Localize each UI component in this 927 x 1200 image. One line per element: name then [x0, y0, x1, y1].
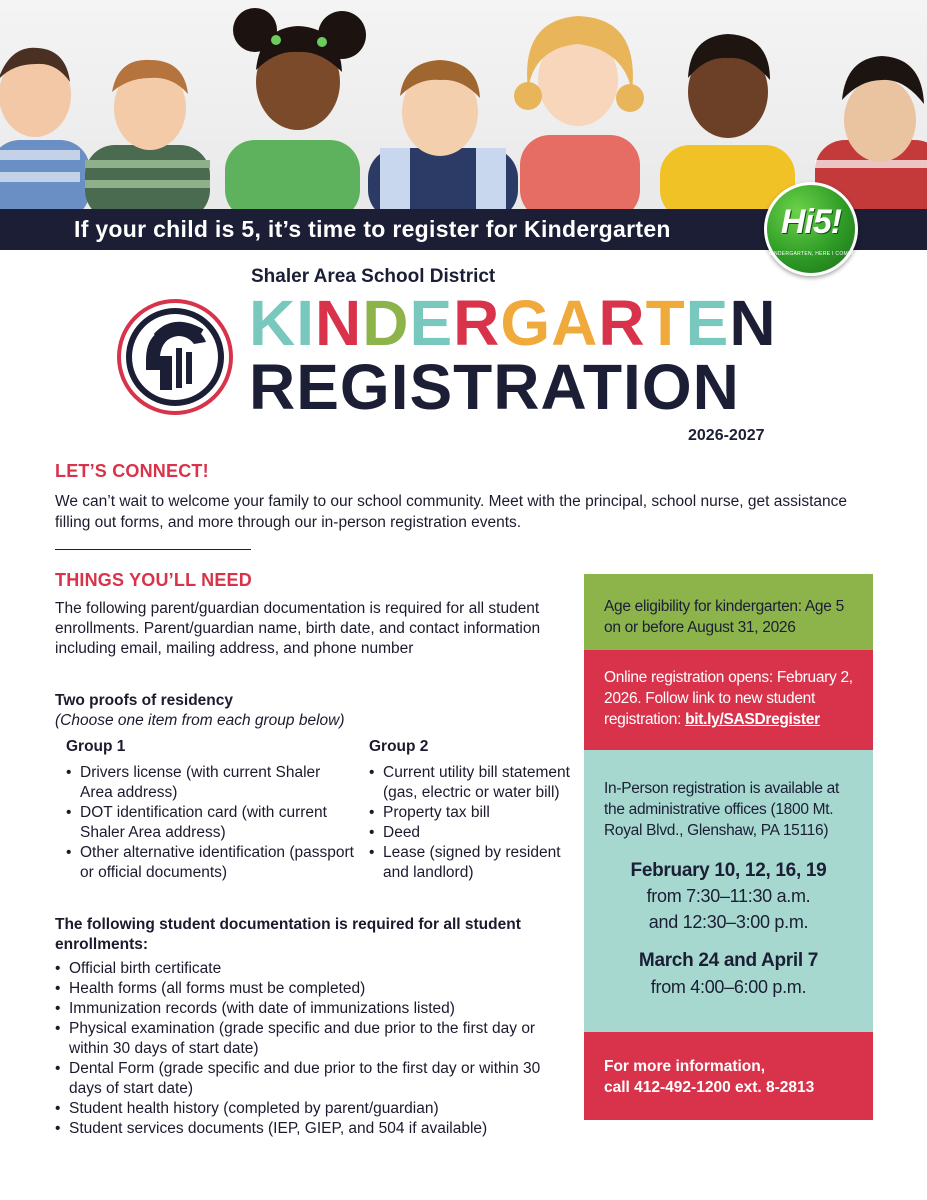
title-letter: R [598, 287, 646, 359]
child-figure [85, 60, 210, 210]
child-figure [225, 8, 366, 210]
title-letter: R [453, 287, 501, 359]
list-item: • Physical examination (grade specific and due prior to the first day or within 30 days of start date) [55, 1019, 575, 1059]
dates-march-april: March 24 and April 7 [638, 950, 819, 971]
school-year: 2026-2027 [688, 427, 765, 444]
times-march-april: from 4:00–6:00 p.m. [650, 977, 807, 997]
eligibility-text: Age eligibility for kindergarten: Age 5 on or before August 31, 2026 [604, 598, 844, 636]
online-registration-text: Online registration opens: February 2, 2026. Follow link to new student registration: [604, 669, 853, 728]
trojan-logo [116, 298, 234, 416]
title-letter: T [645, 287, 686, 359]
connect-body: We can’t wait to welcome your family to our school community. Meet with the principal, school nurse, get assistance filling out forms, and more through our in-person registration events. [55, 493, 847, 531]
title-letter: K [249, 287, 297, 359]
list-item: • Drivers license (with current Shaler Area address) [66, 763, 356, 803]
title-letter: E [409, 287, 454, 359]
more-info-box [584, 1032, 873, 1120]
connect-heading: LET’S CONNECT! [55, 461, 209, 481]
eligibility-box [584, 574, 873, 650]
title-letter: N [729, 287, 777, 359]
title-registration: REGISTRATION [249, 351, 740, 423]
section-divider [55, 549, 251, 550]
list-item: • Property tax bill [369, 803, 579, 823]
needs-body: The following parent/guardian documentation is required for all student enrollments. Parent/guardian name, birth date, and contact information including email, mailing address, and phone number [55, 600, 541, 657]
child-figure [0, 48, 90, 210]
list-item: • Student services documents (IEP, GIEP, and 504 if available) [55, 1119, 575, 1139]
list-item: • Other alternative identification (passport or official documents) [66, 843, 356, 883]
child-figure [514, 16, 644, 210]
list-item: • Deed [369, 823, 579, 843]
list-item: • Lease (signed by resident and landlord) [369, 843, 579, 883]
proofs-heading: Two proofs of residency [55, 692, 233, 709]
hi5-badge-subtext: KINDERGARTEN, HERE I COME! [768, 251, 854, 257]
title-letter: I [296, 287, 315, 359]
title-letter: N [315, 287, 363, 359]
more-info-phone: call 412-492-1200 ext. 8-2813 [604, 1079, 815, 1096]
student-docs-heading: The following student documentation is required for all student enrollments: [55, 916, 521, 953]
needs-heading: THINGS YOU’LL NEED [55, 570, 252, 590]
dates-february: February 10, 12, 16, 19 [630, 860, 827, 881]
registration-link[interactable]: bit.ly/SASDregister [685, 711, 820, 728]
child-figure [660, 34, 795, 210]
list-item: • Health forms (all forms must be completed) [55, 979, 575, 999]
hi5-badge-text: Hi5! [780, 203, 842, 241]
times-february-morning: from 7:30–11:30 a.m. [646, 886, 811, 906]
in-person-box [584, 750, 873, 1032]
times-february-afternoon: and 12:30–3:00 p.m. [648, 912, 809, 932]
more-info-line1: For more information, [604, 1058, 766, 1075]
title-letter: D [362, 287, 410, 359]
in-person-text: In-Person registration is available at the administrative offices (1800 Mt. Royal Blvd., Glenshaw, PA 15116) [604, 780, 840, 839]
list-item: • DOT identification card (with current Shaler Area address) [66, 803, 356, 843]
title-letter: G [500, 287, 552, 359]
group1-heading: Group 1 [66, 738, 126, 755]
list-item: • Official birth certificate [55, 959, 575, 979]
online-registration-box [584, 650, 873, 750]
list-item: • Immunization records (with date of immunizations listed) [55, 999, 575, 1019]
hero-photo [0, 0, 927, 210]
banner-text: If your child is 5, it’s time to register for Kindergarten [74, 216, 671, 242]
student-docs-list [55, 959, 575, 1139]
proofs-subheading: (Choose one item from each group below) [55, 712, 345, 729]
title-letter: A [551, 287, 599, 359]
district-name: Shaler Area School District [251, 266, 496, 287]
child-figure [368, 60, 518, 210]
online-registration-text-wrap [604, 667, 866, 730]
title-letter: E [685, 287, 730, 359]
group1-list [66, 763, 356, 883]
list-item: • Student health history (completed by parent/guardian) [55, 1099, 575, 1119]
title-kindergarten [249, 287, 777, 359]
list-item: • Dental Form (grade specific and due prior to the first day or within 30 days of start date) [55, 1059, 575, 1099]
group2-list [369, 763, 579, 883]
hi5-badge [764, 182, 858, 276]
group2-heading: Group 2 [369, 738, 429, 755]
list-item: • Current utility bill statement (gas, electric or water bill) [369, 763, 579, 803]
